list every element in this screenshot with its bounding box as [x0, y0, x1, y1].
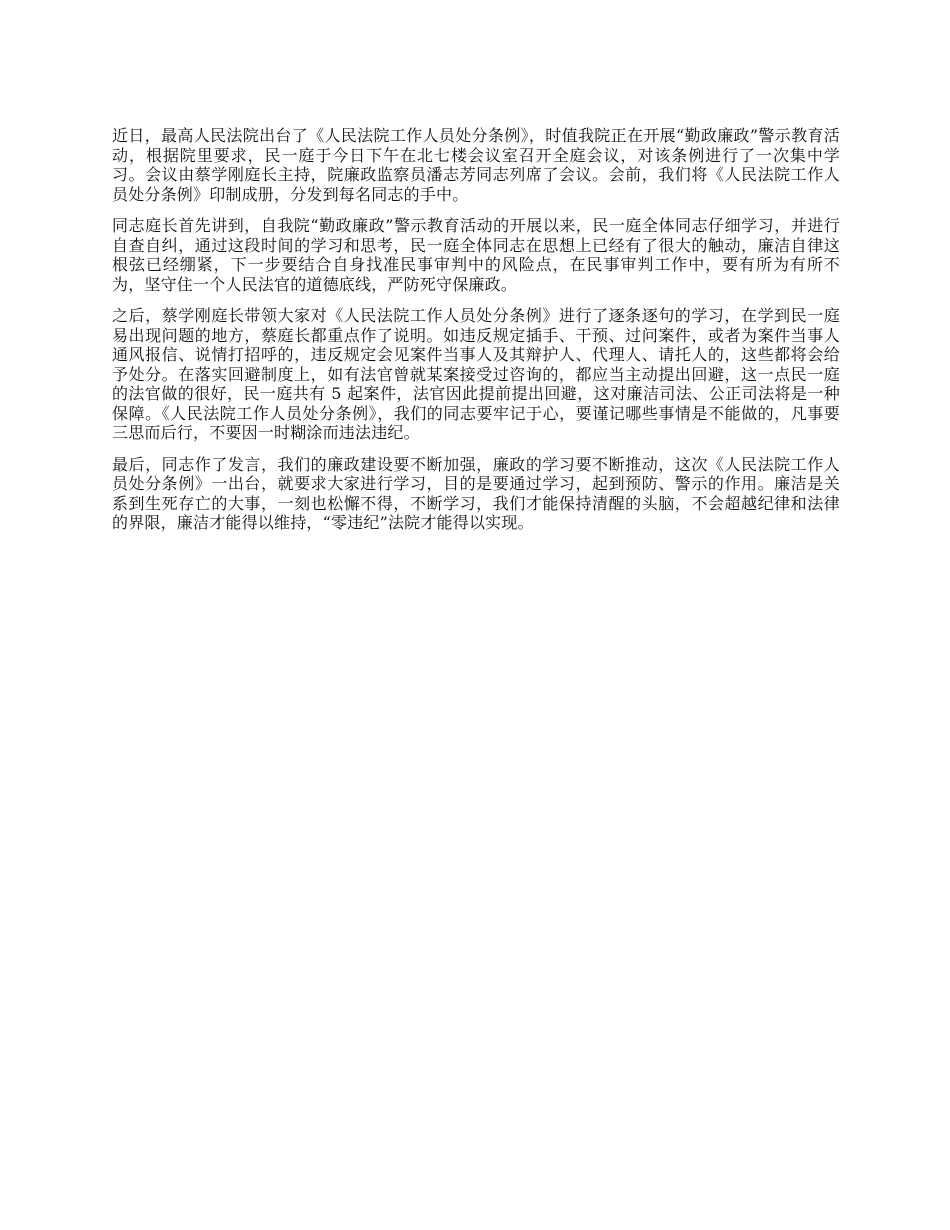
- document-body: [112, 126, 840, 545]
- paragraph-3: 之后，蔡学刚庭长带领大家对《人民法院工作人员处分条例》进行了逐条逐句的学习，在学到民一庭易出现问题的地方，蔡庭长都重点作了说明。如违反规定插手、干预、过问案件，或者为案件当事人通风报信、说情打招呼的，违反规定会见案件当事人及其辩护人、代理人、请托人的，这些都将会给予处分。在落实回避制度上，如有法官曾就某案接受过咨询的，都应当主动提出回避，这一点民一庭的法官做的很好，民一庭共有 5 起案件，法官因此提前提出回避，这对廉洁司法、公正司法将是一种保障。《人民法院工作人员处分条例》，我们的同志要牢记于心，要谨记哪些事情是不能做的，凡事要三思而后行，不要因一时糊涂而违法违纪。: [112, 306, 840, 442]
- paragraph-1: 近日，最高人民法院出台了《人民法院工作人员处分条例》，时值我院正在开展“勤政廉政”警示教育活动，根据院里要求，民一庭于今日下午在北七楼会议室召开全庭会议，对该条例进行了一次集中学习。会议由蔡学刚庭长主持，院廉政监察员潘志芳同志列席了会议。会前，我们将《人民法院工作人员处分条例》印制成册，分发到每名同志的手中。: [112, 126, 840, 204]
- paragraph-4: 最后，同志作了发言，我们的廉政建设要不断加强，廉政的学习要不断推动，这次《人民法院工作人员处分条例》一出台，就要求大家进行学习，目的是要通过学习，起到预防、警示的作用。廉洁是关系到生死存亡的大事，一刻也松懈不得，不断学习，我们才能保持清醒的头脑，不会超越纪律和法律的界限，廉洁才能得以维持，“零违纪”法院才能得以实现。: [112, 454, 840, 532]
- paragraph-2: 同志庭长首先讲到，自我院“勤政廉政”警示教育活动的开展以来，民一庭全体同志仔细学习，并进行自查自纠，通过这段时间的学习和思考，民一庭全体同志在思想上已经有了很大的触动，廉洁自律这根弦已经绷紧，下一步要结合自身找准民事审判中的风险点，在民事审判工作中，要有所为有所不为，坚守住一个人民法官的道德底线，严防死守保廉政。: [112, 216, 840, 294]
